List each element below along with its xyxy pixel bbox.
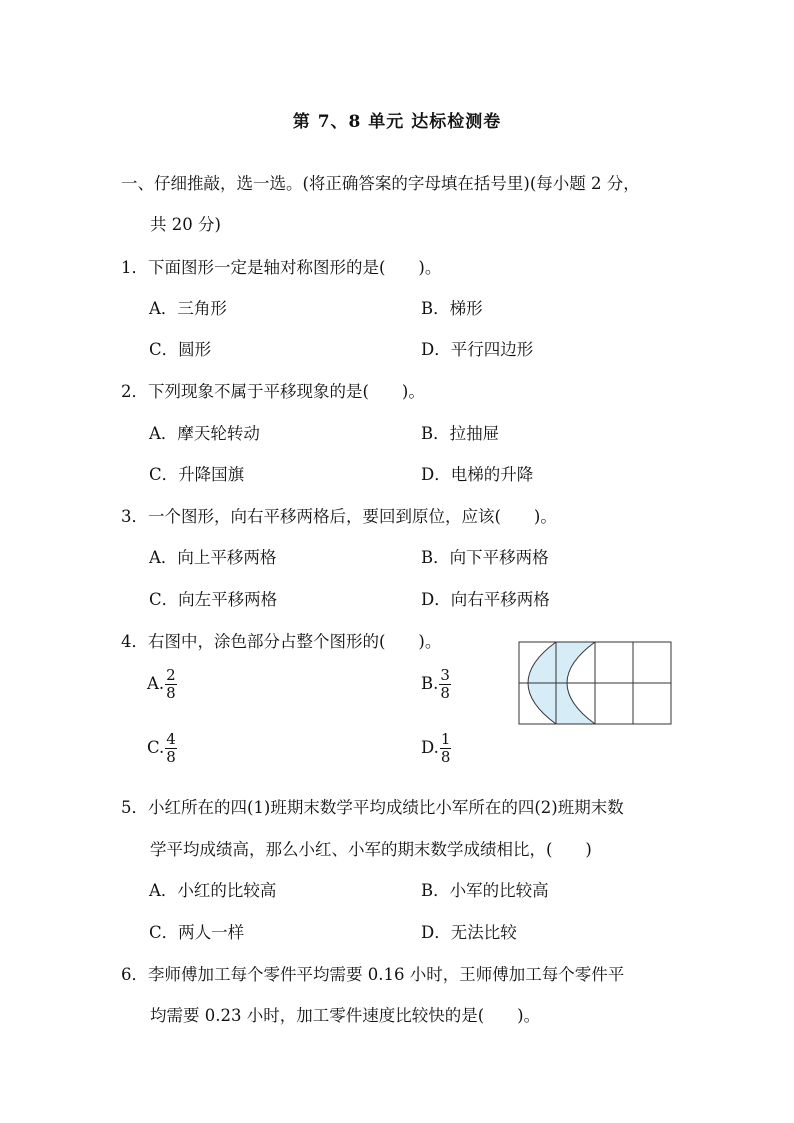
q1-option-b: B．梯形 — [421, 299, 483, 318]
question-2: 2．下列现象不属于平移现象的是( )。 — [121, 382, 425, 401]
q2-option-a: A．摩天轮转动 — [149, 424, 260, 443]
q3-option-a: A．向上平移两格 — [149, 548, 277, 567]
q3-option-b: B．向下平移两格 — [421, 548, 549, 567]
question-4: 4．右图中，涂色部分占整个图形的( )。 — [121, 632, 442, 651]
q5-option-a: A．小红的比较高 — [149, 881, 277, 900]
q1-option-a: A．三角形 — [149, 299, 227, 318]
grid-lines — [519, 642, 671, 724]
question-6: 6．李师傅加工每个零件平均需要 0.16 小时，王师傅加工每个零件平 — [121, 965, 625, 984]
grid-figure — [518, 641, 673, 727]
denominator: 8 — [166, 748, 176, 766]
numerator: 1 — [440, 730, 451, 748]
question-5-cont: 学平均成绩高，那么小红、小军的期末数学成绩相比，( ) — [150, 840, 592, 859]
section-heading: 一、仔细推敲，选一选。(将正确答案的字母填在括号里)(每小题 2 分， — [121, 174, 640, 193]
section-heading-cont: 共 20 分) — [150, 215, 221, 234]
q2-option-c: C．升降国旗 — [149, 465, 245, 484]
fraction — [439, 667, 451, 702]
q2-option-b: B．拉抽屉 — [421, 424, 500, 443]
denominator: 8 — [440, 684, 450, 702]
q3-option-c: C．向左平移两格 — [149, 590, 278, 609]
question-5: 5．小红所在的四(1)班期末数学平均成绩比小军所在的四(2)班期末数 — [121, 798, 624, 817]
numerator: 3 — [440, 666, 450, 684]
q4-option-d — [421, 731, 451, 766]
q1-option-c: C．圆形 — [149, 340, 212, 359]
fraction — [165, 731, 177, 766]
option-letter: A. — [147, 674, 165, 693]
denominator: 8 — [166, 684, 176, 702]
q4-option-b — [421, 667, 451, 702]
option-letter: B. — [421, 674, 439, 693]
q4-option-a — [147, 667, 177, 702]
option-letter: C. — [147, 738, 165, 757]
fraction — [165, 667, 177, 702]
q4-option-c — [147, 731, 177, 766]
q5-option-b: B．小军的比较高 — [421, 881, 549, 900]
fraction — [440, 731, 452, 766]
q1-option-d: D．平行四边形 — [421, 340, 534, 359]
question-6-cont: 均需要 0.23 小时，加工零件速度比较快的是( )。 — [150, 1006, 541, 1025]
numerator: 4 — [166, 730, 176, 748]
option-letter: D. — [421, 738, 439, 757]
q2-option-d: D．电梯的升降 — [421, 465, 534, 484]
q5-option-c: C．两人一样 — [149, 923, 245, 942]
denominator: 8 — [440, 748, 451, 766]
numerator: 2 — [166, 666, 176, 684]
page-title: 第 7、8 单元 达标检测卷 — [292, 112, 502, 132]
question-1: 1．下面图形一定是轴对称图形的是( )。 — [121, 258, 442, 277]
q3-option-d: D．向右平移两格 — [421, 590, 550, 609]
question-3: 3．一个图形，向右平移两格后，要回到原位，应该( )。 — [121, 507, 557, 526]
q5-option-d: D．无法比较 — [421, 923, 517, 942]
